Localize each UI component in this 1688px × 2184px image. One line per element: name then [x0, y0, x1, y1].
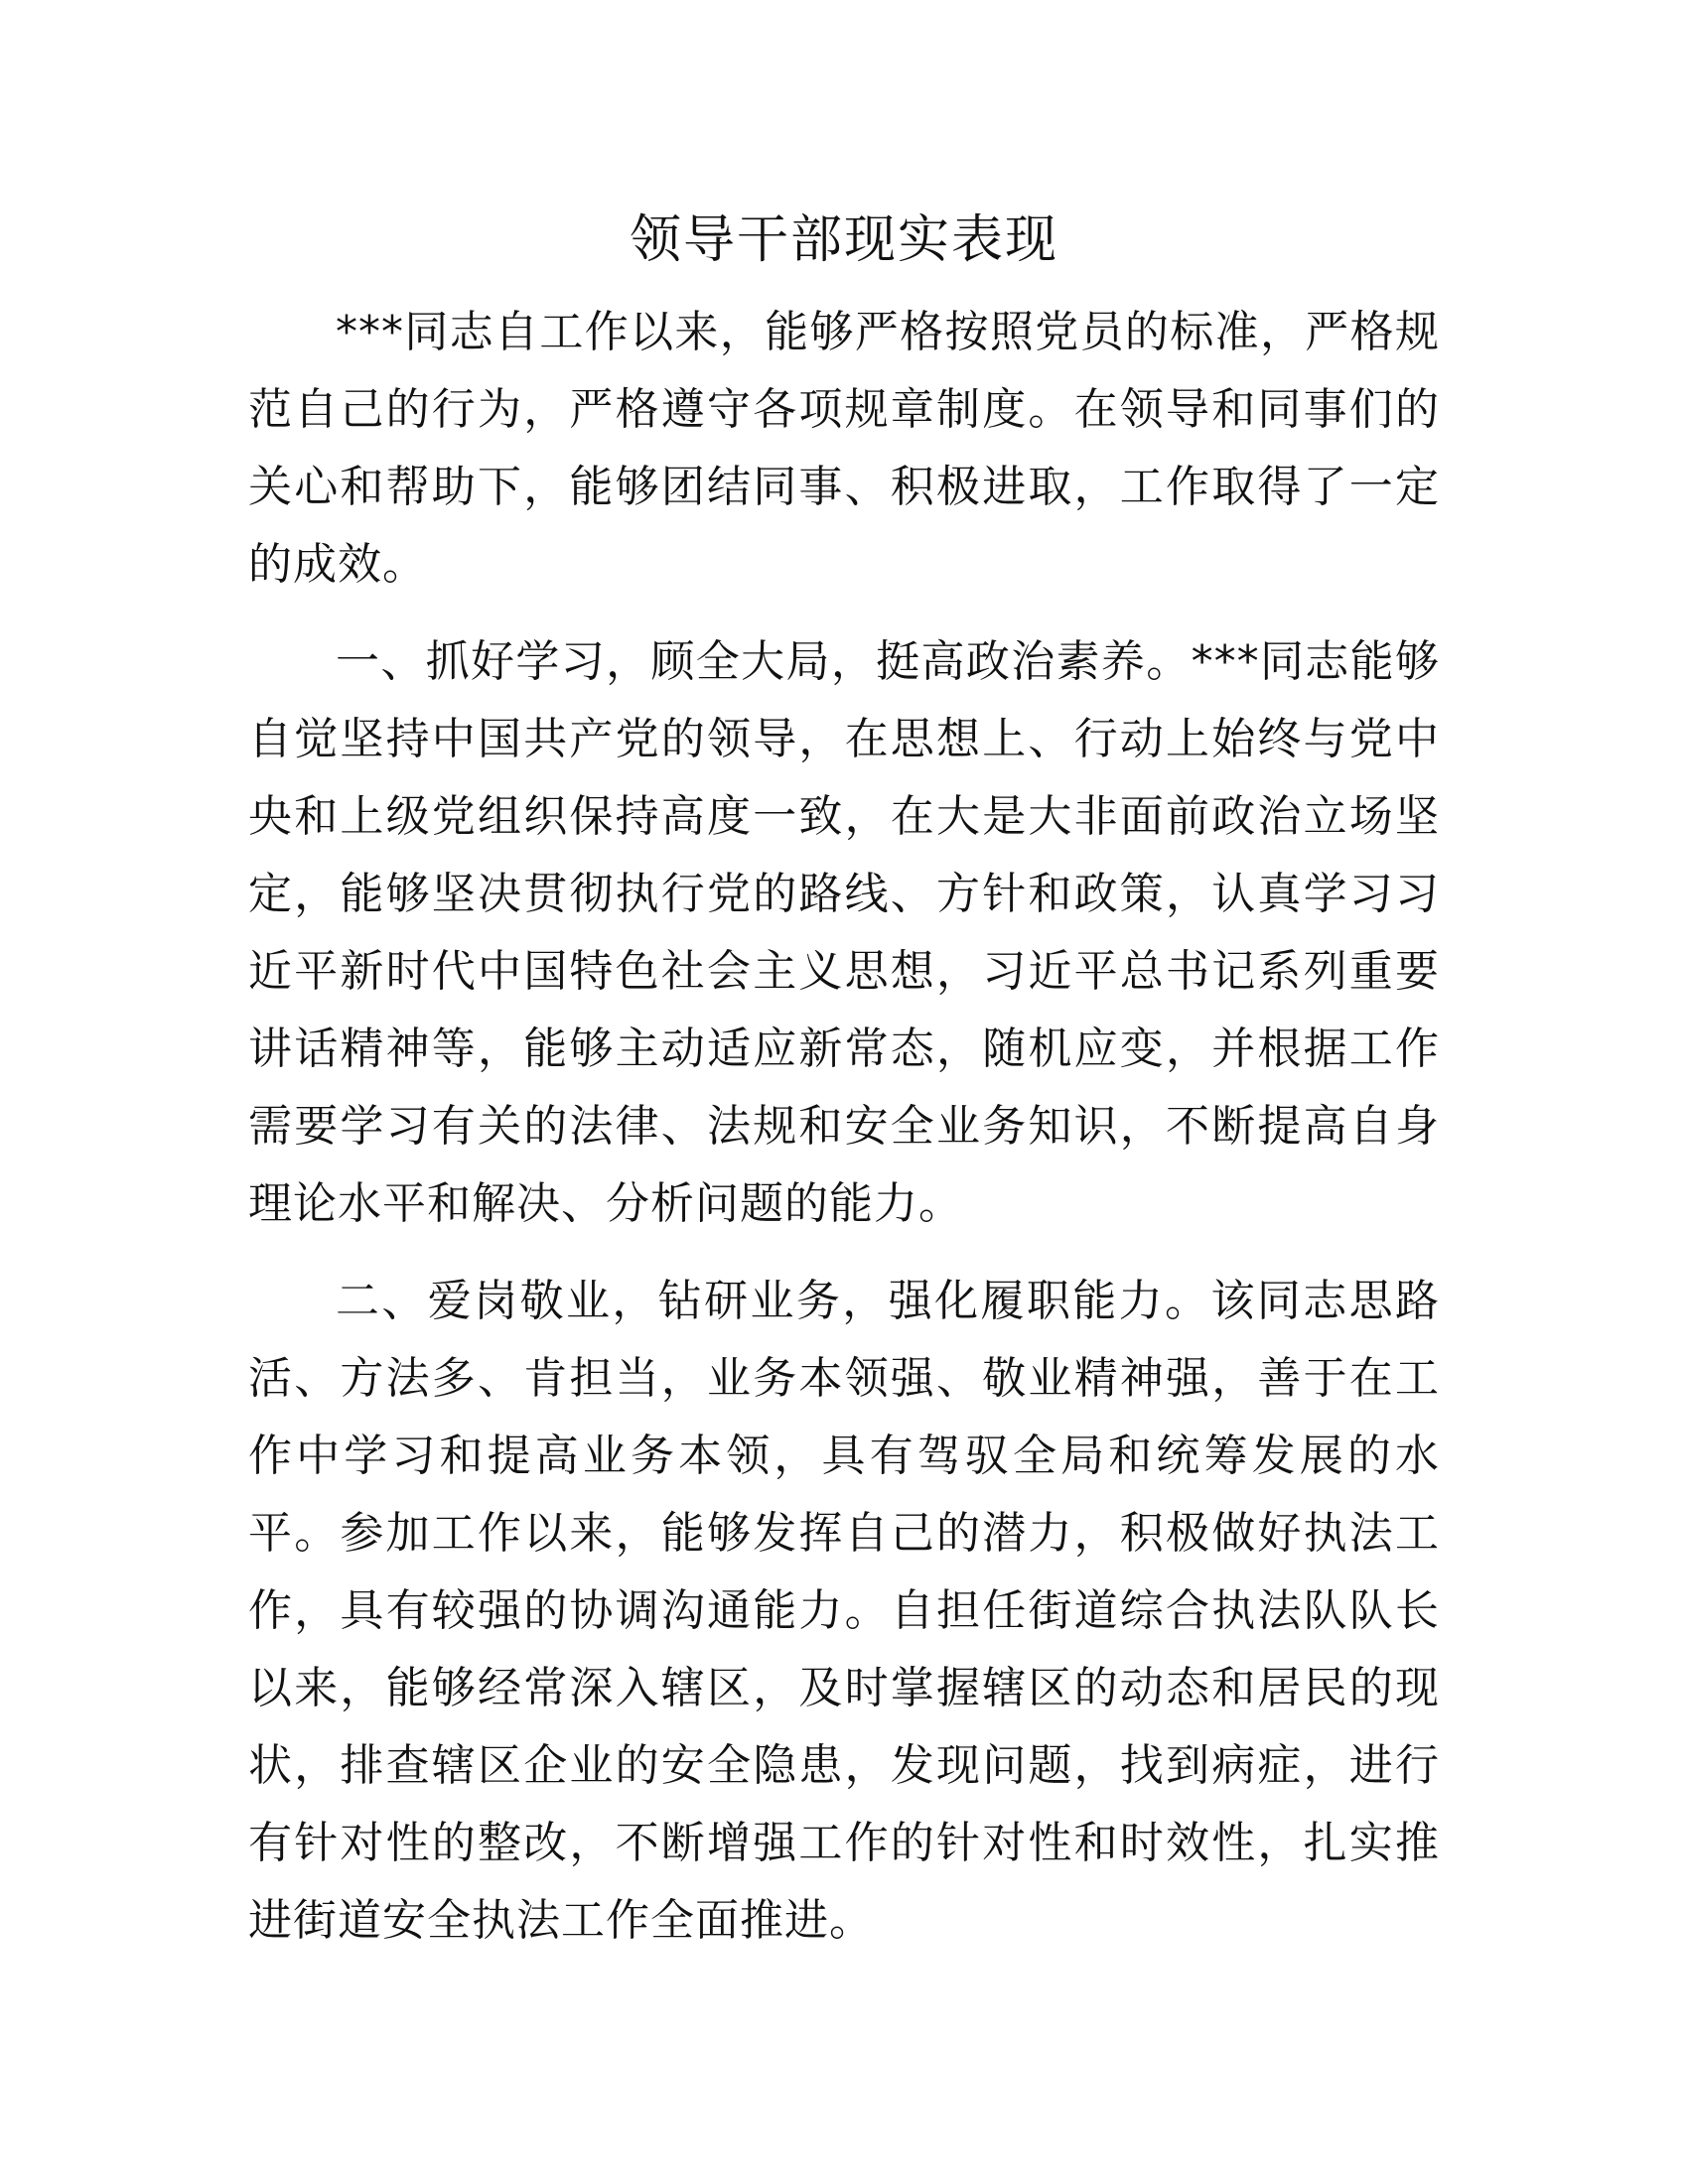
paragraph-intro: ***同志自工作以来，能够严格按照党员的标准，严格规范自己的行为，严格遵守各项规章制度。在领导和同事们的关心和帮助下，能够团结同事、积极进取，工作取得了一定的成效。 [248, 307, 1440, 590]
document-page [248, 195, 1440, 1979]
paragraph-section-one: 一、抓好学习，顾全大局，挺高政治素养。***同志能够自觉坚持中国共产党的领导，在思想上、行动上始终与党中央和上级党组织保持高度一致，在大是大非面前政治立场坚定，能够坚决贯彻执行党的路线、方针和政策，认真学习习近平新时代中国特色社会主义思想，习近平总书记系列重要讲话精神等，能够主动适应新常态，随机应变，并根据工作需要学习有关的法律、法规和安全业务知识，不断提高自身理论水平和解决、分析问题的能力。 [248, 636, 1440, 1229]
document-title: 领导干部现实表现 [629, 210, 1058, 270]
paragraph-section-two: 二、爱岗敬业，钻研业务，强化履职能力。该同志思路活、方法多、肯担当，业务本领强、敬业精神强，善于在工作中学习和提高业务本领，具有驾驭全局和统筹发展的水平。参加工作以来，能够发挥自己的潜力，积极做好执法工作，具有较强的协调沟通能力。自担任街道综合执法队队长以来，能够经常深入辖区，及时掌握辖区的动态和居民的现状，排查辖区企业的安全隐患，发现问题，找到病症，进行有针对性的整改，不断增强工作的针对性和时效性，扎实推进街道安全执法工作全面推进。 [248, 1276, 1440, 1946]
